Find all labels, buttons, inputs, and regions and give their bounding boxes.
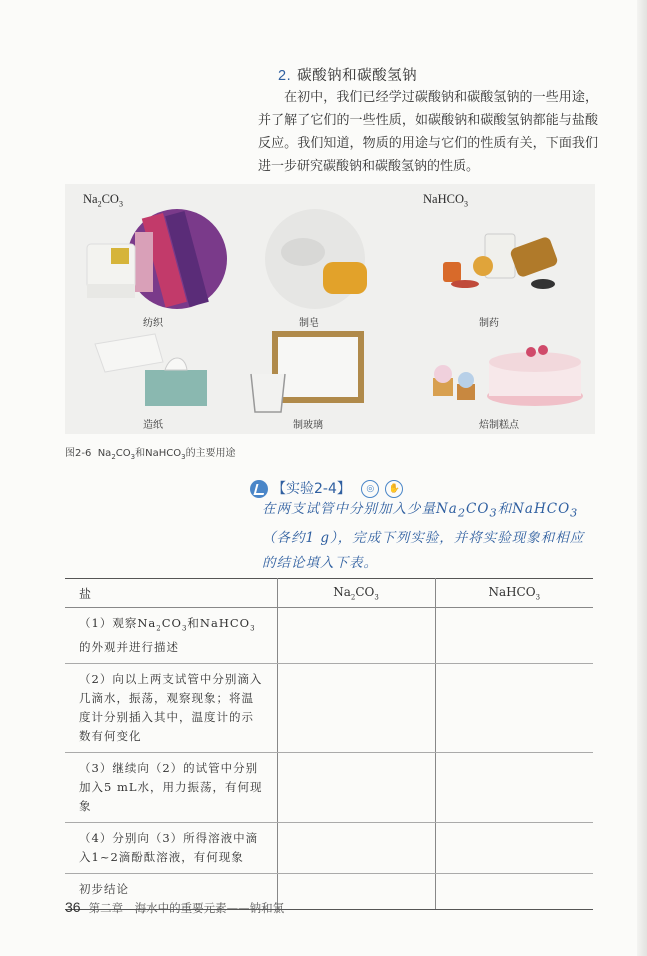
row-3-nahco3-cell[interactable] bbox=[435, 753, 593, 823]
hand-wash-icon: ✋ bbox=[385, 480, 403, 498]
figure-caption: 图2-6 $Na_2CO_3$和NaHCO$_3$的主要用途 bbox=[65, 448, 236, 461]
figure-label-nahco3: NaHCO$_3$ bbox=[423, 192, 468, 209]
chapter-title: 第二章 海水中的重要元素——钠和氯 bbox=[88, 901, 285, 915]
use-glass: 制玻璃 bbox=[293, 420, 323, 431]
table-header-row bbox=[65, 579, 593, 608]
table-row bbox=[65, 664, 593, 753]
experiment-header bbox=[250, 478, 403, 498]
row-3-na2co3-cell[interactable] bbox=[277, 753, 435, 823]
table-row bbox=[65, 823, 593, 874]
header-na2co3: $Na_2CO_3$ bbox=[277, 579, 435, 608]
use-textile: 纺织 bbox=[143, 318, 163, 329]
row-2-na2co3-cell[interactable] bbox=[277, 664, 435, 753]
row-5-na2co3-cell[interactable] bbox=[277, 874, 435, 910]
row-5-nahco3-cell[interactable] bbox=[435, 874, 593, 910]
experiment-instructions: 在两支试管中分别加入少量$Na_2CO_3$和NaHCO$_3$（各约1 g），完成下列实验，并将实验现象和相应的结论填入下表。 bbox=[262, 501, 585, 571]
figure-illustrations bbox=[65, 184, 595, 434]
page-number: 36 bbox=[65, 899, 81, 915]
row-5-label: 初步结论 bbox=[65, 874, 277, 910]
cake-image bbox=[433, 345, 583, 406]
section-title bbox=[278, 64, 417, 85]
row-1-nahco3-cell[interactable] bbox=[435, 608, 593, 664]
row-1-label: （1）观察$Na_2CO_3$和NaHCO$_3$的外观并进行描述 bbox=[65, 608, 277, 664]
use-medicine: 制药 bbox=[479, 318, 499, 329]
textile-image bbox=[87, 209, 227, 309]
row-3-label: （3）继续向（2）的试管中分别加入5 mL水，用力振荡，有何现象 bbox=[65, 753, 277, 823]
header-nahco3: NaHCO$_3$ bbox=[435, 579, 593, 608]
experiment-icon bbox=[250, 480, 268, 498]
table-row bbox=[65, 753, 593, 823]
experiment-title: 【实验2-4】 bbox=[272, 481, 351, 497]
header-salt: 盐 bbox=[65, 579, 277, 608]
section-number: 2. bbox=[278, 68, 292, 84]
page-edge bbox=[637, 0, 647, 956]
uses-figure bbox=[65, 184, 595, 434]
use-baking: 焙制糕点 bbox=[479, 420, 519, 431]
figure-label-na2co3: $Na_2CO_3$ bbox=[83, 192, 123, 209]
row-4-na2co3-cell[interactable] bbox=[277, 823, 435, 874]
soap-image bbox=[265, 209, 367, 309]
row-2-label: （2）向以上两支试管中分别滴入几滴水，振荡，观察现象；将温度计分别插入其中，温度计的示数有何变化 bbox=[65, 664, 277, 753]
table-row bbox=[65, 608, 593, 664]
use-soap: 制皂 bbox=[299, 318, 319, 329]
medicine-image bbox=[443, 234, 559, 289]
goggles-icon: ◎ bbox=[361, 480, 379, 498]
glass-image bbox=[251, 334, 361, 412]
section-title-text: 碳酸钠和碳酸氢钠 bbox=[297, 68, 418, 84]
observation-table bbox=[65, 578, 593, 910]
row-4-label: （4）分别向（3）所得溶液中滴入1~2滴酚酞溶液，有何现象 bbox=[65, 823, 277, 874]
intro-paragraph: 在初中，我们已经学过碳酸钠和碳酸氢钠的一些用途，并了解了它们的一些性质，如碳酸钠和碳酸氢钠都能与盐酸反应。我们知道，物质的用途与它们的性质有关，下面我们进一步研究碳酸钠和碳酸氢钠的性质。 bbox=[258, 90, 598, 174]
row-1-na2co3-cell[interactable] bbox=[277, 608, 435, 664]
paper-tissue-image bbox=[95, 334, 207, 406]
page-footer bbox=[65, 899, 284, 916]
use-paper: 造纸 bbox=[143, 420, 163, 431]
row-2-nahco3-cell[interactable] bbox=[435, 664, 593, 753]
row-4-nahco3-cell[interactable] bbox=[435, 823, 593, 874]
